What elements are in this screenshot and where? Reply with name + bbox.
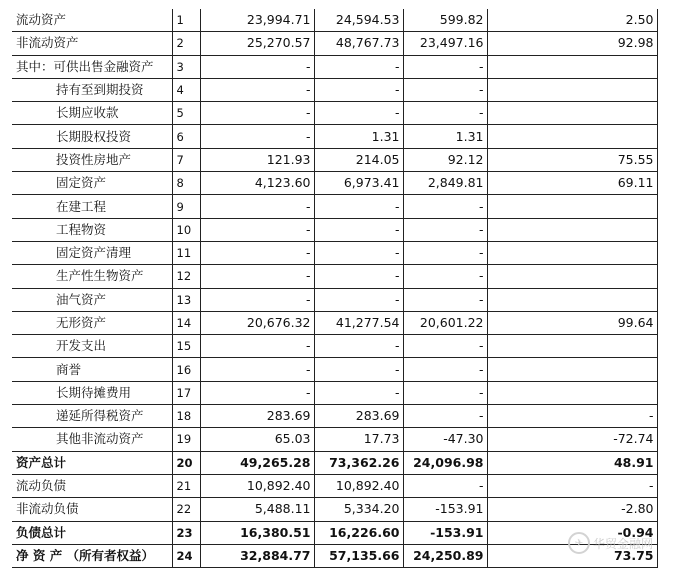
value-cell-2: 283.69 bbox=[314, 405, 403, 428]
row-name-cell: 资产总计 bbox=[12, 451, 172, 474]
value-cell-4: 73.75 bbox=[487, 544, 657, 567]
row-index-cell: 2 bbox=[172, 32, 200, 55]
value-cell-1: 65.03 bbox=[200, 428, 314, 451]
row-name-cell: 负债总计 bbox=[12, 521, 172, 544]
value-cell-2: - bbox=[314, 335, 403, 358]
table-row bbox=[12, 544, 657, 567]
value-cell-1: 4,123.60 bbox=[200, 172, 314, 195]
value-cell-2: 6,973.41 bbox=[314, 172, 403, 195]
value-cell-4: 75.55 bbox=[487, 148, 657, 171]
value-cell-1: - bbox=[200, 288, 314, 311]
value-cell-2: 73,362.26 bbox=[314, 451, 403, 474]
value-cell-2: - bbox=[314, 265, 403, 288]
row-name-cell: 持有至到期投资 bbox=[12, 78, 172, 101]
row-index-cell: 8 bbox=[172, 172, 200, 195]
value-cell-1: 49,265.28 bbox=[200, 451, 314, 474]
value-cell-4: 92.98 bbox=[487, 32, 657, 55]
value-cell-2: - bbox=[314, 288, 403, 311]
table-row bbox=[12, 102, 657, 125]
row-name-cell: 油气资产 bbox=[12, 288, 172, 311]
table-body bbox=[12, 9, 657, 568]
row-index-cell: 18 bbox=[172, 405, 200, 428]
value-cell-1: 121.93 bbox=[200, 148, 314, 171]
row-name-cell: 长期股权投资 bbox=[12, 125, 172, 148]
row-index-cell: 12 bbox=[172, 265, 200, 288]
table-row bbox=[12, 381, 657, 404]
row-name-cell: 非流动资产 bbox=[12, 32, 172, 55]
value-cell-4 bbox=[487, 55, 657, 78]
value-cell-1: - bbox=[200, 241, 314, 264]
value-cell-3: - bbox=[403, 381, 487, 404]
value-cell-1: 32,884.77 bbox=[200, 544, 314, 567]
value-cell-3: - bbox=[403, 195, 487, 218]
row-name-cell: 净 资 产 （所有者权益） bbox=[12, 544, 172, 567]
value-cell-4: 99.64 bbox=[487, 311, 657, 334]
value-cell-4: 48.91 bbox=[487, 451, 657, 474]
table-row bbox=[12, 148, 657, 171]
value-cell-3: 24,250.89 bbox=[403, 544, 487, 567]
row-index-cell: 21 bbox=[172, 474, 200, 497]
value-cell-3: 2,849.81 bbox=[403, 172, 487, 195]
table-row bbox=[12, 32, 657, 55]
value-cell-2: 41,277.54 bbox=[314, 311, 403, 334]
value-cell-4: -2.80 bbox=[487, 498, 657, 521]
value-cell-3: - bbox=[403, 55, 487, 78]
row-index-cell: 3 bbox=[172, 55, 200, 78]
row-index-cell: 16 bbox=[172, 358, 200, 381]
value-cell-4 bbox=[487, 125, 657, 148]
row-index-cell: 22 bbox=[172, 498, 200, 521]
row-name-cell: 在建工程 bbox=[12, 195, 172, 218]
row-index-cell: 7 bbox=[172, 148, 200, 171]
value-cell-3: - bbox=[403, 78, 487, 101]
row-name-cell: 其他非流动资产 bbox=[12, 428, 172, 451]
value-cell-3: - bbox=[403, 102, 487, 125]
row-name-cell: 商誉 bbox=[12, 358, 172, 381]
value-cell-4: - bbox=[487, 405, 657, 428]
value-cell-1: - bbox=[200, 381, 314, 404]
value-cell-2: - bbox=[314, 241, 403, 264]
row-index-cell: 20 bbox=[172, 451, 200, 474]
value-cell-1: 23,994.71 bbox=[200, 9, 314, 32]
value-cell-3: 23,497.16 bbox=[403, 32, 487, 55]
value-cell-3: 1.31 bbox=[403, 125, 487, 148]
row-name-cell: 流动负债 bbox=[12, 474, 172, 497]
value-cell-1: 10,892.40 bbox=[200, 474, 314, 497]
table-row bbox=[12, 288, 657, 311]
value-cell-2: - bbox=[314, 218, 403, 241]
row-index-cell: 15 bbox=[172, 335, 200, 358]
row-index-cell: 17 bbox=[172, 381, 200, 404]
table-row bbox=[12, 55, 657, 78]
value-cell-4: 2.50 bbox=[487, 9, 657, 32]
value-cell-1: 20,676.32 bbox=[200, 311, 314, 334]
table-row bbox=[12, 241, 657, 264]
value-cell-4 bbox=[487, 195, 657, 218]
table-row bbox=[12, 335, 657, 358]
value-cell-2: 16,226.60 bbox=[314, 521, 403, 544]
table-row bbox=[12, 358, 657, 381]
value-cell-1: - bbox=[200, 265, 314, 288]
value-cell-4: -0.94 bbox=[487, 521, 657, 544]
table-row bbox=[12, 521, 657, 544]
value-cell-1: - bbox=[200, 102, 314, 125]
row-index-cell: 23 bbox=[172, 521, 200, 544]
row-index-cell: 19 bbox=[172, 428, 200, 451]
value-cell-4 bbox=[487, 335, 657, 358]
value-cell-3: - bbox=[403, 218, 487, 241]
row-index-cell: 10 bbox=[172, 218, 200, 241]
value-cell-4 bbox=[487, 78, 657, 101]
watermark-logo-icon: ✈ bbox=[568, 532, 590, 554]
table-row bbox=[12, 125, 657, 148]
table-row bbox=[12, 172, 657, 195]
value-cell-2: - bbox=[314, 78, 403, 101]
value-cell-4 bbox=[487, 241, 657, 264]
row-name-cell: 开发支出 bbox=[12, 335, 172, 358]
value-cell-2: - bbox=[314, 381, 403, 404]
row-name-cell: 其中：可供出售金融资产 bbox=[12, 55, 172, 78]
row-name-cell: 递延所得税资产 bbox=[12, 405, 172, 428]
value-cell-3: - bbox=[403, 241, 487, 264]
asset-valuation-table bbox=[12, 9, 658, 568]
table-row bbox=[12, 498, 657, 521]
value-cell-3: - bbox=[403, 405, 487, 428]
row-index-cell: 6 bbox=[172, 125, 200, 148]
row-name-cell: 非流动负债 bbox=[12, 498, 172, 521]
row-index-cell: 24 bbox=[172, 544, 200, 567]
value-cell-4 bbox=[487, 102, 657, 125]
value-cell-2: 5,334.20 bbox=[314, 498, 403, 521]
value-cell-4 bbox=[487, 265, 657, 288]
value-cell-2: 57,135.66 bbox=[314, 544, 403, 567]
value-cell-4 bbox=[487, 288, 657, 311]
value-cell-4 bbox=[487, 358, 657, 381]
row-index-cell: 13 bbox=[172, 288, 200, 311]
value-cell-3: 20,601.22 bbox=[403, 311, 487, 334]
value-cell-1: - bbox=[200, 125, 314, 148]
value-cell-2: 214.05 bbox=[314, 148, 403, 171]
row-index-cell: 11 bbox=[172, 241, 200, 264]
row-index-cell: 4 bbox=[172, 78, 200, 101]
value-cell-3: 24,096.98 bbox=[403, 451, 487, 474]
table-row bbox=[12, 195, 657, 218]
value-cell-1: - bbox=[200, 218, 314, 241]
value-cell-2: - bbox=[314, 195, 403, 218]
row-index-cell: 14 bbox=[172, 311, 200, 334]
watermark bbox=[568, 532, 653, 554]
value-cell-3: - bbox=[403, 288, 487, 311]
value-cell-2: 1.31 bbox=[314, 125, 403, 148]
value-cell-3: -153.91 bbox=[403, 498, 487, 521]
row-index-cell: 9 bbox=[172, 195, 200, 218]
row-index-cell: 1 bbox=[172, 9, 200, 32]
table-row bbox=[12, 474, 657, 497]
value-cell-4 bbox=[487, 218, 657, 241]
value-cell-4: 69.11 bbox=[487, 172, 657, 195]
value-cell-1: - bbox=[200, 195, 314, 218]
row-name-cell: 生产性生物资产 bbox=[12, 265, 172, 288]
value-cell-1: 5,488.11 bbox=[200, 498, 314, 521]
row-name-cell: 固定资产清理 bbox=[12, 241, 172, 264]
value-cell-2: - bbox=[314, 358, 403, 381]
value-cell-1: 25,270.57 bbox=[200, 32, 314, 55]
value-cell-2: - bbox=[314, 55, 403, 78]
table-row bbox=[12, 265, 657, 288]
value-cell-3: 599.82 bbox=[403, 9, 487, 32]
value-cell-1: - bbox=[200, 358, 314, 381]
value-cell-3: - bbox=[403, 335, 487, 358]
value-cell-1: 283.69 bbox=[200, 405, 314, 428]
value-cell-3: - bbox=[403, 474, 487, 497]
value-cell-2: - bbox=[314, 102, 403, 125]
value-cell-1: - bbox=[200, 78, 314, 101]
value-cell-1: - bbox=[200, 55, 314, 78]
table-row bbox=[12, 428, 657, 451]
value-cell-1: 16,380.51 bbox=[200, 521, 314, 544]
table-row bbox=[12, 218, 657, 241]
row-name-cell: 长期待摊费用 bbox=[12, 381, 172, 404]
value-cell-4: - bbox=[487, 474, 657, 497]
row-name-cell: 无形资产 bbox=[12, 311, 172, 334]
value-cell-3: 92.12 bbox=[403, 148, 487, 171]
value-cell-4 bbox=[487, 381, 657, 404]
row-name-cell: 流动资产 bbox=[12, 9, 172, 32]
table-row bbox=[12, 311, 657, 334]
value-cell-2: 24,594.53 bbox=[314, 9, 403, 32]
row-index-cell: 5 bbox=[172, 102, 200, 125]
row-name-cell: 工程物资 bbox=[12, 218, 172, 241]
table-row bbox=[12, 451, 657, 474]
watermark-text: 华贸金融网 bbox=[593, 536, 654, 551]
value-cell-2: 17.73 bbox=[314, 428, 403, 451]
table-row bbox=[12, 405, 657, 428]
value-cell-4: -72.74 bbox=[487, 428, 657, 451]
value-cell-3: - bbox=[403, 265, 487, 288]
table-row bbox=[12, 9, 657, 32]
value-cell-3: -153.91 bbox=[403, 521, 487, 544]
table-row bbox=[12, 78, 657, 101]
row-name-cell: 投资性房地产 bbox=[12, 148, 172, 171]
value-cell-3: - bbox=[403, 358, 487, 381]
value-cell-2: 10,892.40 bbox=[314, 474, 403, 497]
value-cell-3: -47.30 bbox=[403, 428, 487, 451]
row-name-cell: 长期应收款 bbox=[12, 102, 172, 125]
value-cell-2: 48,767.73 bbox=[314, 32, 403, 55]
value-cell-1: - bbox=[200, 335, 314, 358]
row-name-cell: 固定资产 bbox=[12, 172, 172, 195]
